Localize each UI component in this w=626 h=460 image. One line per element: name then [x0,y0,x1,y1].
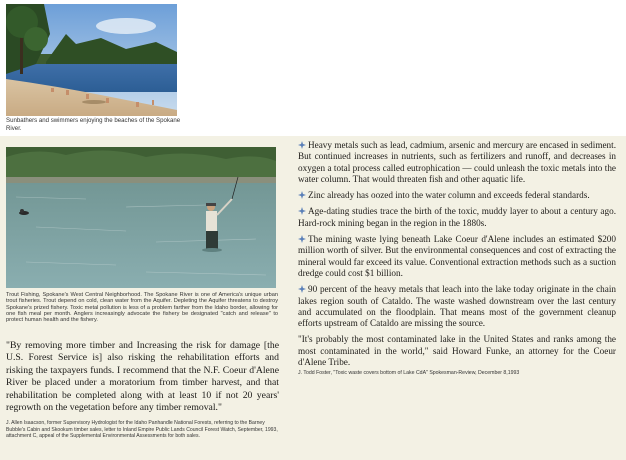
beach-photo-caption: Sunbathers and swimmers enjoying the beaches of the Spokane River. [6,117,181,132]
fact-text: Heavy metals such as lead, cadmium, arsenic and mercury are encased in sediment. But continued increases in nutrients, such as fertilizers and runoff, and decreases in oxygen a total process called eutrophication — could unleash the toxic metals into the water column. That would threaten fish and other aquatic life. [298,140,616,184]
four-point-star-bullet-icon [298,191,306,199]
fact-text: 90 percent of the heavy metals that leach into the lake today originate in the chain lakes region south of Cataldo. The waste washed downstream over the last century and accumulated on the floodplain. That means most of the government cleanup efforts upstream of Cataldo are missing the source. [298,284,616,329]
fact-item [298,140,616,185]
fact-text: Zinc already has oozed into the water column and exceeds federal standards. [308,190,590,201]
funke-quote-source: J. Todd Foster, "Toxic waste covers bottom of Lake CdA" Spokesman-Review, December 8,1993 [298,370,520,377]
header-band-right [180,0,626,136]
fishing-photo-caption: Trout Fishing, Spokane's West Central Neighborhood. The Spokane River is one of America's unique urban trout fisheries. Trout depend on cold, clean water from the Aquifer. Depleting the Aquifer threatens to destroy Spokane's prized fishery. Toxic metal pollution is less of a problem farther from the Idaho border, allowing for one fish meal per month. Anglers increasingly advocate the fishery be designated "catch and release" to protect human health and the fishery. [6,292,278,324]
timber-quote: "By removing more timber and Increasing the risk for damage [the U.S. Forest Service is] also risking the rehabilitation efforts and risking the taxpayers funds. I recommend that the N.F. Coeur d'Alene River be placed under a moratorium from timber harvest, and that rehabilitation be completed along with at least 10 if not 20 years' regrowth on the vegetation before any timber removal." [6,340,279,414]
fact-item [298,190,616,201]
fact-text: Age-dating studies trace the birth of the toxic, muddy layer to about a century ago. Hard-rock mining began in the region in the 1880s. [298,206,616,228]
timber-quote-source: J. Allen Isaacson, former Supervisory Hydrologist for the Idaho Panhandle National Forests, referring to the Barney Bubble's Cabin and Skookum timber sales, letter to Inland Empire Public Lands Council Forest Watch, September, 1993, attachment C, appeal of the Supplemental Environmental Assessments for both sales. [6,420,278,440]
beach-photo [6,4,177,116]
four-point-star-bullet-icon [298,141,306,149]
fact-item [298,284,616,329]
facts-column [298,140,616,377]
fact-item [298,234,616,279]
four-point-star-bullet-icon [298,207,306,215]
four-point-star-bullet-icon [298,285,306,293]
fishing-photo [6,147,276,288]
fact-text: The mining waste lying beneath Lake Coeur d'Alene includes an estimated $200 million worth of silver. But the environmental consequences and cost of extracting the mineral would far exceed its value. Conventional extraction methods such as a suction dredge could cost $1 billion. [298,234,616,278]
funke-quote: "It's probably the most contaminated lake in the United States and ranks among the most contaminated in the world," said Howard Funke, an attorney for the Coeur d'Alene Tribe. [298,334,616,368]
four-point-star-bullet-icon [298,235,306,243]
fact-item [298,206,616,229]
